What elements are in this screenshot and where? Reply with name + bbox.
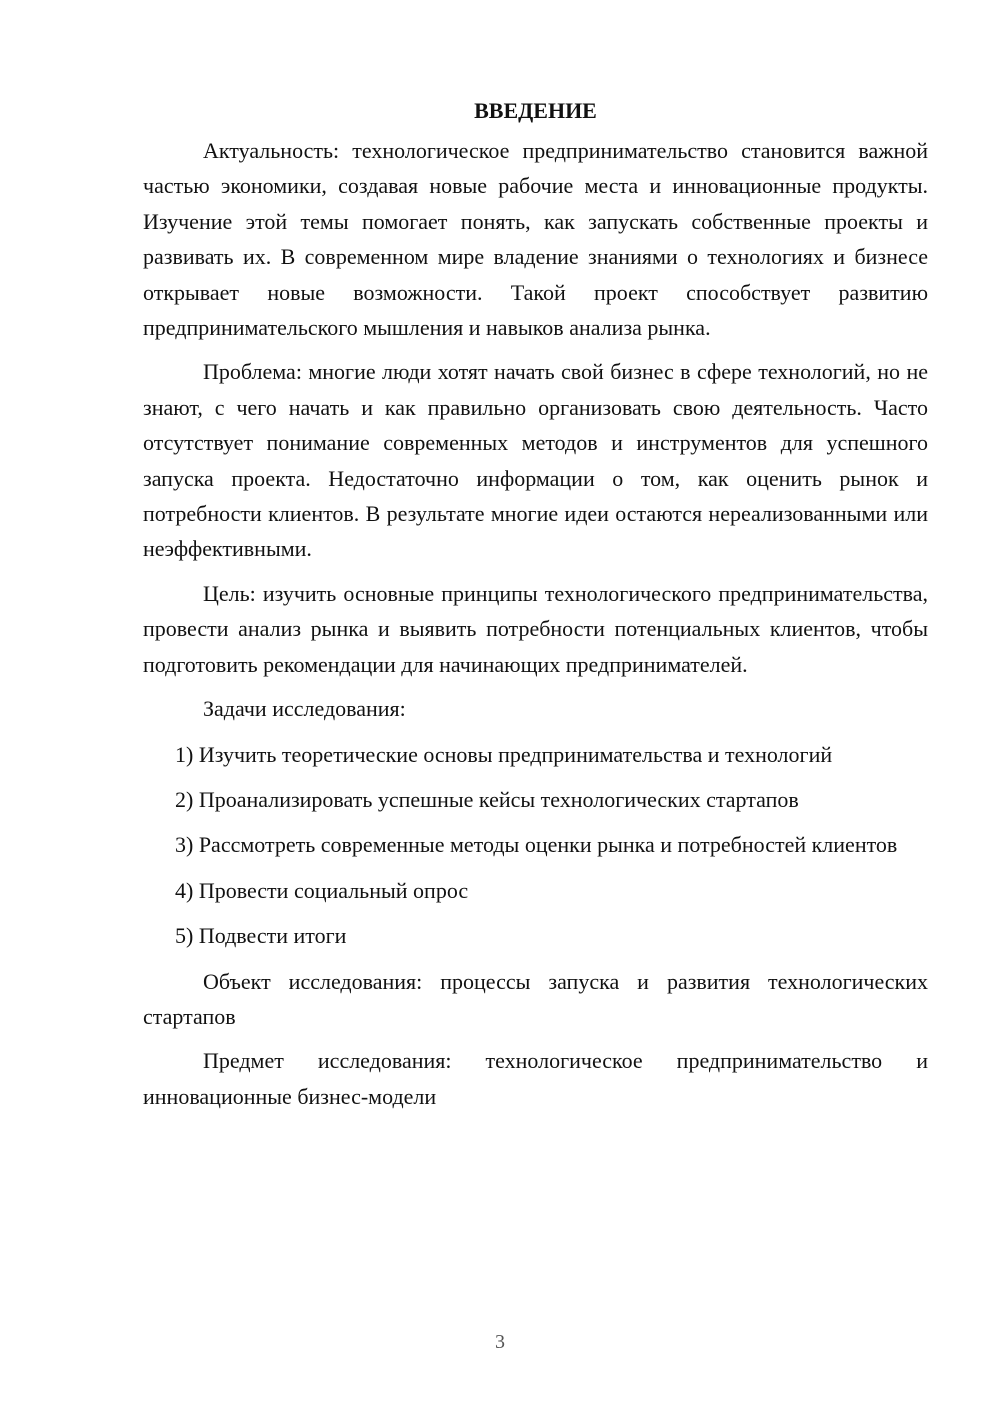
- paragraph-relevance: Актуальность: технологическое предпринимательство становится важной частью экономики, создавая новые рабочие места и инновационные продукты. Изучение этой темы помогает понять, как запускать собственные проекты и развивать их. В современном мире владение знаниями о технологиях и бизнесе открывает новые возможности. Такой проект способствует развитию предпринимательского мышления и навыков анализа рынка.: [143, 138, 928, 341]
- page-number: 3: [495, 1331, 505, 1353]
- paragraph-subject: Предмет исследования: технологическое предпринимательство и инновационные бизнес-модели: [143, 1048, 928, 1109]
- task-item-3: 3) Рассмотреть современные методы оценки рынка и потребностей клиентов: [175, 832, 898, 858]
- paragraph-problem: Проблема: многие люди хотят начать свой бизнес в сфере технологий, но не знают, с чего начать и как правильно организовать свою деятельность. Часто отсутствует понимание современных методов и инструментов для успешного запуска проекта. Недостаточно информации о том, как оценить рынок и потребности клиентов. В результате многие идеи остаются нереализованными или неэффективными.: [143, 359, 928, 562]
- task-item-5: 5) Подвести итоги: [175, 923, 347, 949]
- task-item-2: 2) Проанализировать успешные кейсы технологических стартапов: [175, 786, 799, 812]
- task-item-1: 1) Изучить теоретические основы предпринимательства и технологий: [175, 741, 833, 767]
- tasks-heading: Задачи исследования:: [203, 696, 406, 722]
- page-content: [143, 93, 928, 1123]
- task-item-4: 4) Провести социальный опрос: [175, 877, 469, 903]
- paragraph-goal: Цель: изучить основные принципы технологического предпринимательства, провести анализ рынка и выявить потребности потенциальных клиентов, чтобы подготовить рекомендации для начинающих предпринимателей.: [143, 580, 928, 677]
- page-title: ВВЕДЕНИЕ: [474, 98, 597, 123]
- paragraph-object: Объект исследования: процессы запуска и развития технологических стартапов: [143, 968, 928, 1029]
